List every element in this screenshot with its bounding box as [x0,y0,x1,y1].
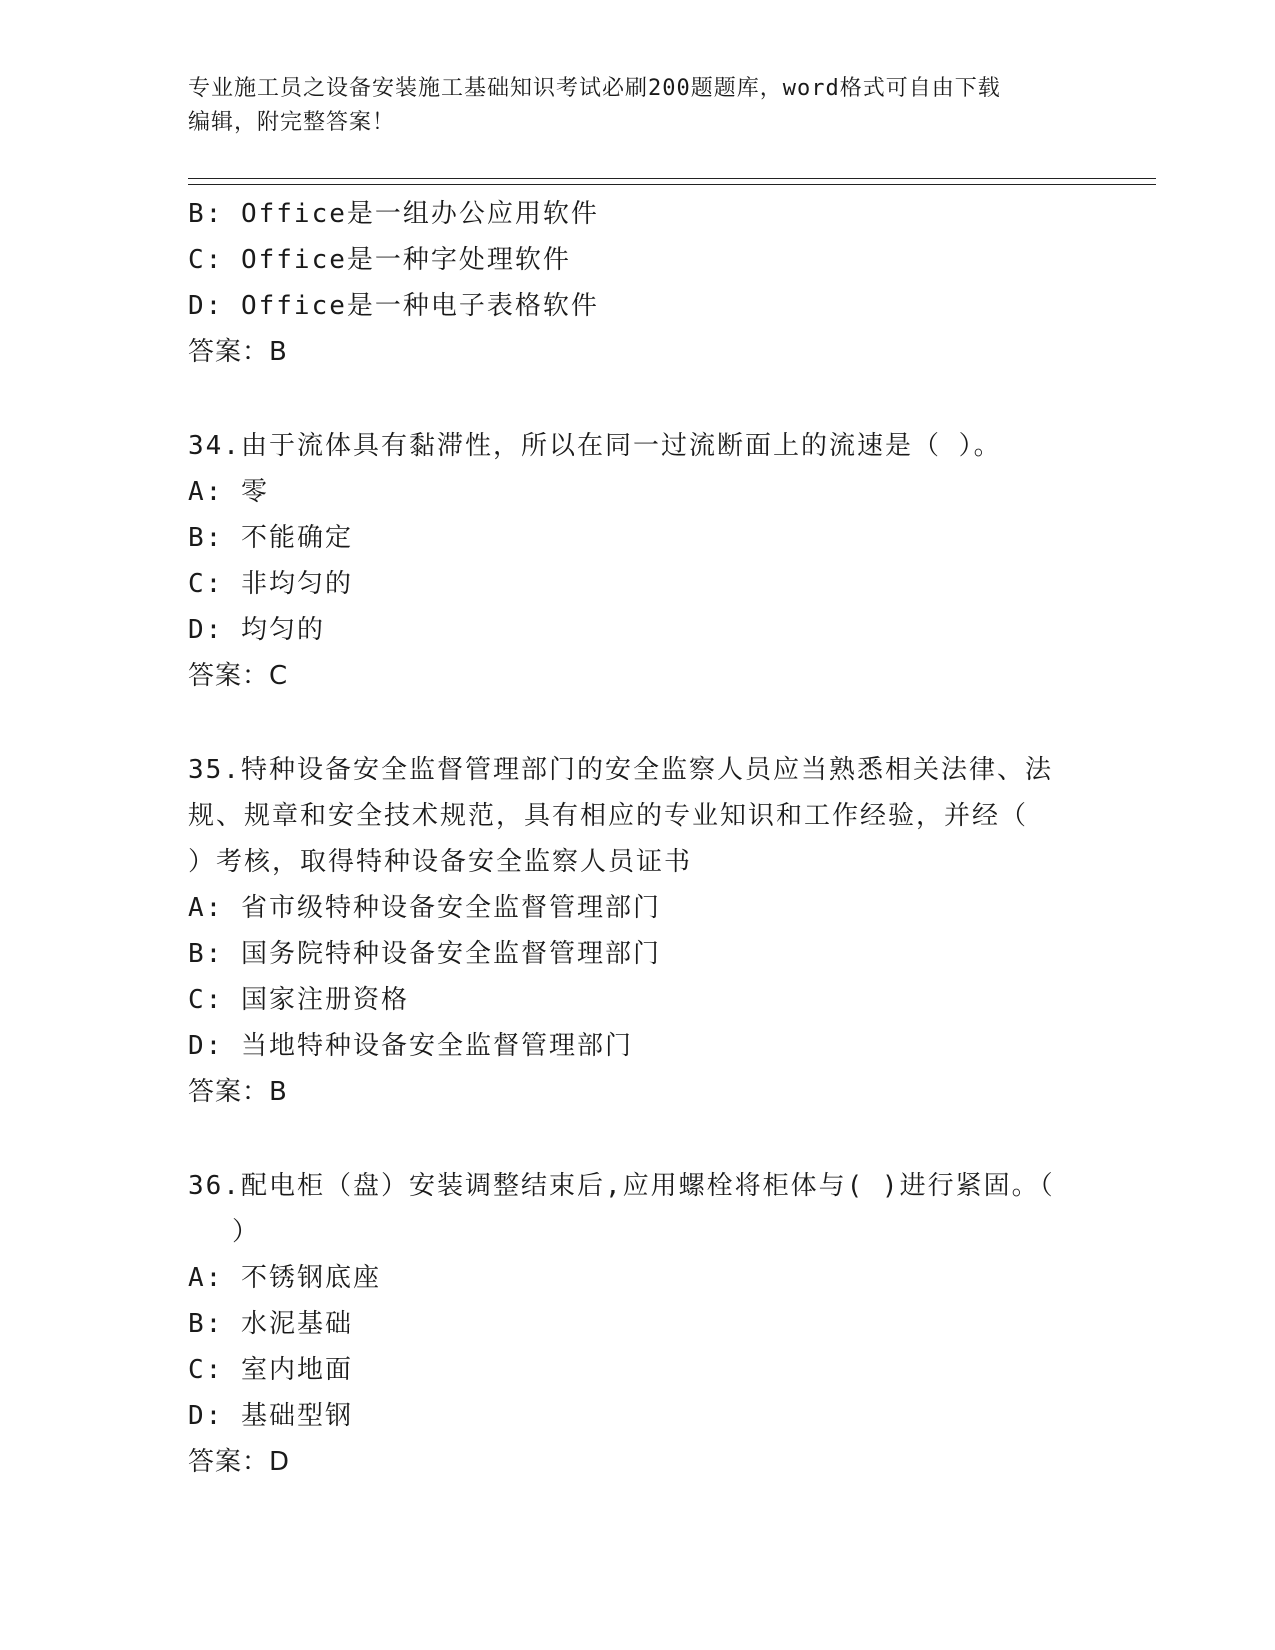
question-35 [188,747,1088,1115]
option-b: B: 国务院特种设备安全监督管理部门 [188,939,661,969]
option-a: A: 省市级特种设备安全监督管理部门 [188,893,661,923]
header-line-1: 专业施工员之设备安装施工基础知识考试必刷200题题库，word格式可自由下载 [188,76,1001,101]
question-36 [188,1163,1088,1485]
option-b: B: 水泥基础 [188,1309,353,1339]
question-text: 34.由于流体具有黏滞性，所以在同一过流断面上的流速是（ ）。 [188,431,1002,461]
answer-line: 答案：D [188,1447,291,1477]
question-text-line-2: ） [232,1217,261,1247]
question-34 [188,423,1088,699]
answer-line: 答案：C [188,661,289,691]
option-d: D: 均匀的 [188,615,325,645]
question-text-line-1: 36.配电柜（盘）安装调整结束后,应用螺栓将柜体与( )进行紧固。（ [188,1171,1055,1201]
question-33 [188,191,1088,375]
option-d: D: 基础型钢 [188,1401,353,1431]
option-d: D: 当地特种设备安全监督管理部门 [188,1031,633,1061]
option-d: D: Office是一种电子表格软件 [188,291,599,321]
question-list [188,191,1088,1485]
option-a: A: 不锈钢底座 [188,1263,381,1293]
option-c: C: 国家注册资格 [188,985,409,1015]
header-divider-top [188,178,1156,179]
answer-line: 答案：B [188,1077,288,1107]
question-text-line-1: 35.特种设备安全监督管理部门的安全监察人员应当熟悉相关法律、法 [188,755,1053,785]
header-line-2: 编辑，附完整答案！ [188,110,396,135]
answer-line: 答案：B [188,337,288,367]
option-b: B: 不能确定 [188,523,353,553]
question-text-line-2: 规、规章和安全技术规范，具有相应的专业知识和工作经验，并经（ [188,801,1029,831]
question-text-line-3: ）考核，取得特种设备安全监察人员证书 [188,847,693,877]
document-header [188,72,1068,140]
option-a: A: 零 [188,477,269,507]
header-divider-bottom [188,184,1156,185]
option-b: B: Office是一组办公应用软件 [188,199,599,229]
option-c: C: 非均匀的 [188,569,353,599]
option-c: C: 室内地面 [188,1355,353,1385]
option-c: C: Office是一种字处理软件 [188,245,571,275]
